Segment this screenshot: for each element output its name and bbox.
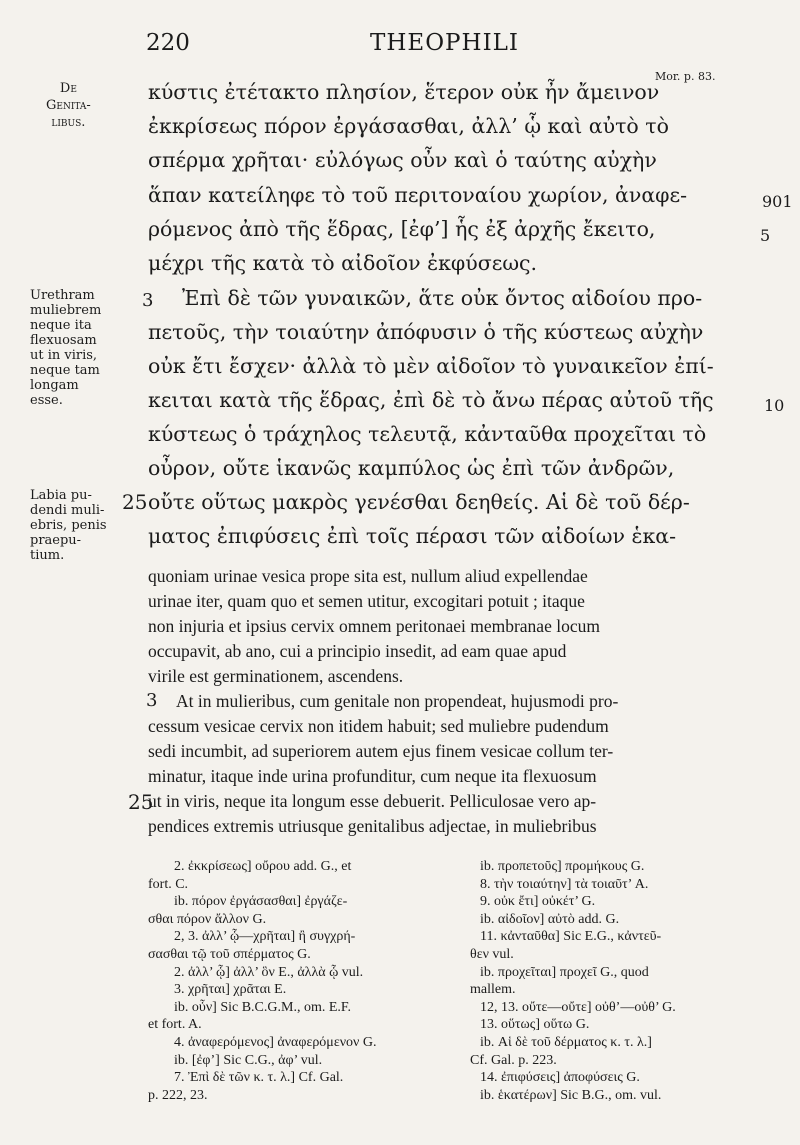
latin-line: cessum vesicae cervix non itidem habuit; sed muliebre pudendum xyxy=(148,716,609,736)
sidenote-line: Genita- xyxy=(46,98,91,113)
sidenote-line: muliebrem xyxy=(30,303,102,318)
footnote-line: σασθαι τῷ τοῦ σπέρματος G. xyxy=(148,946,311,962)
footnote-line: ib. ἑκατέρων] Sic B.G., om. vul. xyxy=(480,1087,662,1103)
footnote-line: ib. προχεῖται] προχεῖ G., quod xyxy=(480,964,649,980)
footnote-line: Cf. Gal. p. 223. xyxy=(470,1052,557,1068)
sidenote-line: praepu- xyxy=(30,533,82,548)
footnote-line: ib. πόρον ἐργάσασθαι] ἐργάζε- xyxy=(174,894,348,910)
margin-number-5: 5 xyxy=(760,226,771,245)
greek-line: ἅπαν κατείληφε τὸ τοῦ περιτοναίου χωρίον, ἀναφε- xyxy=(148,183,688,207)
footnote-line: 4. ἀναφερόμενος] ἀναφερόμενον G. xyxy=(174,1034,377,1050)
greek-line: κειται κατὰ τῆς ἕδρας, ἐπὶ δὲ τὸ ἄνω πέρας αὐτοῦ τῆς xyxy=(148,388,714,412)
sidenote-labia xyxy=(30,488,107,563)
sidenote-de-genitalibus xyxy=(46,80,91,131)
footnotes-right xyxy=(470,858,770,1104)
sidenote-line: Urethram xyxy=(30,288,95,303)
latin-line: pendices extremis utriusque genitalibus adjectae, in muliebribus xyxy=(148,816,597,836)
footnote-line: mallem. xyxy=(470,982,516,998)
footnote-line: et fort. A. xyxy=(148,1017,202,1033)
sidenote-line: dendi muli- xyxy=(30,503,105,518)
greek-line: κύστεως ὁ τράχηλος τελευτᾷ, κἀνταῦθα προχεῖται τὸ xyxy=(148,422,707,446)
latin-line: At in mulieribus, cum genitale non propendeat, hujusmodi pro- xyxy=(176,691,619,711)
greek-line: μέχρι τῆς κατὰ τὸ αἰδοῖον ἐκφύσεως. xyxy=(148,251,538,275)
footnote-line: ib. Αἱ δὲ τοῦ δέρματος κ. τ. λ.] xyxy=(480,1034,652,1050)
latin-marker-3: 3 xyxy=(146,690,158,711)
sidenote-line: ebris, penis xyxy=(30,518,107,533)
sidenote-line: De xyxy=(59,81,77,96)
mor-reference: Mor. p. 83. xyxy=(655,70,716,83)
sidenote-line: esse. xyxy=(30,393,63,408)
footnote-line: 14. ἐπιφύσεις] ἀποφύσεις G. xyxy=(480,1070,640,1086)
footnote-line: p. 222, 23. xyxy=(148,1087,208,1103)
margin-number-901: 901 xyxy=(762,192,793,211)
running-title: THEOPHILI xyxy=(370,30,520,56)
footnote-line: σθαι πόρον ἄλλον G. xyxy=(148,911,267,927)
greek-line: ματος ἐπιφύσεις ἐπὶ τοῖς πέρασι τῶν αἰδοίων ἑκα- xyxy=(148,524,677,548)
latin-line: ut in viris, neque ita longum esse debuerit. Pelliculosae vero ap- xyxy=(148,791,597,811)
line-marker-25: 25 xyxy=(122,490,148,514)
footnote-line: 8. τὴν τοιαύτην] τὰ τοιαῦτ’ A. xyxy=(480,876,649,892)
footnote-line: 7. Ἐπὶ δὲ τῶν κ. τ. λ.] Cf. Gal. xyxy=(174,1070,344,1086)
latin-line: quoniam urinae vesica prope sita est, nullum aliud expellendae xyxy=(148,566,588,586)
greek-line: κύστις ἐτέτακτο πλησίον, ἕτερον οὐκ ἦν ἄμεινον xyxy=(148,80,660,104)
greek-line: οὔτε οὕτως μακρὸς γενέσθαι δεηθείς. Αἱ δὲ τοῦ δέρ- xyxy=(148,490,690,514)
page-number: 220 xyxy=(146,30,190,56)
sidenote-line: ut in viris, xyxy=(30,348,98,363)
footnote-line: ib. οὖν] Sic B.C.G.M., om. E.F. xyxy=(174,999,352,1015)
footnote-line: 2. ἐκκρίσεως] οὔρου add. G., et xyxy=(174,859,352,874)
greek-line: ρόμενος ἀπὸ τῆς ἕδρας, [ἐφ’] ἧς ἐξ ἀρχῆς ἔκειτο, xyxy=(148,217,656,241)
greek-line: σπέρμα χρῆται· εὐλόγως οὖν καὶ ὁ ταύτης αὐχὴν xyxy=(148,148,657,172)
line-marker-3: 3 xyxy=(142,290,154,311)
sidenote-line: neque ita xyxy=(30,318,92,333)
footnote-line: 9. οὐκ ἔτι] οὐκέτ’ G. xyxy=(480,894,596,910)
latin-line: occupavit, ab ano, cui a principio insedit, ad eam quae apud xyxy=(148,641,567,661)
footnote-line: 2. ἀλλ’ ᾧ] ἀλλ’ ὃν E., ἀλλὰ ᾧ vul. xyxy=(174,964,364,980)
latin-line: non injuria et ipsius cervix omnem peritonaei membranae locum xyxy=(148,616,600,636)
latin-line: virile est germinationem, ascendens. xyxy=(148,666,404,686)
sidenote-line: longam xyxy=(30,378,79,393)
footnote-line: ib. αἰδοῖον] αὐτὸ add. G. xyxy=(480,911,620,927)
greek-line: Ἐπὶ δὲ τῶν γυναικῶν, ἅτε οὐκ ὄντος αἰδοίου προ- xyxy=(182,286,703,310)
latin-line: minatur, itaque inde urina profunditur, cum neque ita flexuosum xyxy=(148,766,597,786)
footnote-line: ib. προπετοῦς] προμήκους G. xyxy=(480,859,645,874)
latin-marker-25: 25 xyxy=(128,790,154,814)
footnote-line: 11. κἀνταῦθα] Sic E.G., κἀντεῦ- xyxy=(480,929,662,945)
sidenote-urethram xyxy=(30,288,101,408)
greek-line: πετοῦς, τὴν τοιαύτην ἀπόφυσιν ὁ τῆς κύστεως αὐχὴν xyxy=(148,320,704,344)
footnote-line: 12, 13. οὔτε—οὔτε] οὐθ’—οὐθ’ G. xyxy=(480,999,676,1015)
sidenote-line: libus. xyxy=(51,115,86,130)
sidenote-line: neque tam xyxy=(30,363,100,378)
latin-line: urinae iter, quam quo et semen utitur, excogitari potuit ; itaque xyxy=(148,591,585,611)
greek-line: ἐκκρίσεως πόρον ἐργάσασθαι, ἀλλ’ ᾧ καὶ αὐτὸ τὸ xyxy=(148,114,669,138)
greek-line: οὖρον, οὔτε ἱκανῶς καμπύλος ὡς ἐπὶ τῶν ἀνδρῶν, xyxy=(148,456,675,480)
margin-number-10: 10 xyxy=(764,396,785,415)
footnote-line: ib. [ἐφ’] Sic C.G., ἀφ’ vul. xyxy=(174,1052,323,1068)
latin-line: sedi incumbit, ad superiorem autem ejus finem vesicae collum ter- xyxy=(148,741,614,761)
footnotes-left xyxy=(148,858,458,1104)
footnote-line: 3. χρῆται] χρᾶται E. xyxy=(174,982,287,998)
footnote-line: θεν vul. xyxy=(470,946,514,962)
sidenote-line: Labia pu- xyxy=(30,488,92,503)
footnote-line: fort. C. xyxy=(148,876,189,892)
sidenote-line: tium. xyxy=(30,548,65,563)
greek-line: οὐκ ἔτι ἔσχεν· ἀλλὰ τὸ μὲν αἰδοῖον τὸ γυναικεῖον ἐπί- xyxy=(148,354,714,378)
footnote-line: 13. οὕτως] οὕτω G. xyxy=(480,1017,590,1033)
footnote-line: 2, 3. ἀλλ’ ᾧ—χρῆται] ἢ συγχρή- xyxy=(174,929,356,945)
sidenote-line: flexuosam xyxy=(30,333,97,348)
